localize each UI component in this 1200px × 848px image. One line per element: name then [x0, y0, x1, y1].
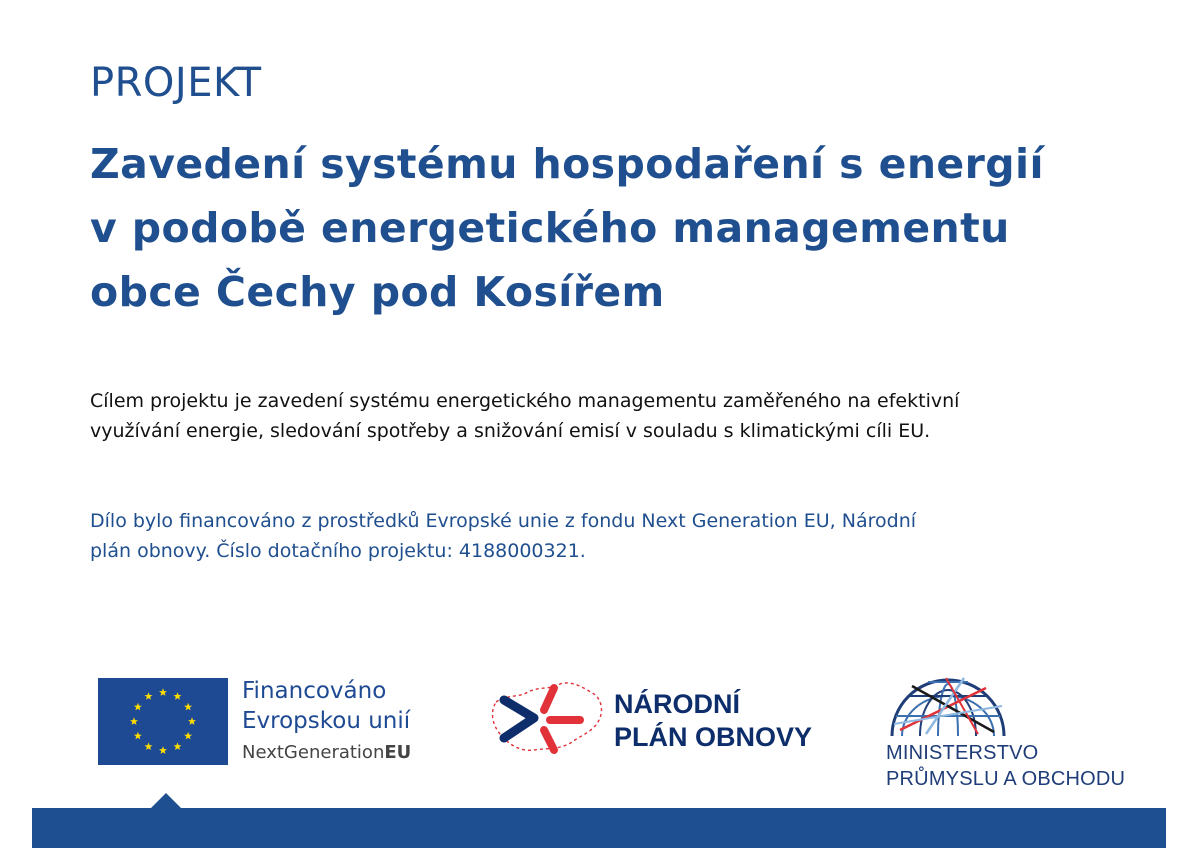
mpo-globe-logo-icon	[886, 664, 1010, 742]
eu-logo-line-3	[242, 738, 411, 768]
mpo-logo-line-1: MINISTERSTVO	[886, 742, 1039, 764]
mpo-logo-line-2: PRŮMYSLU A OBCHODU	[886, 768, 1126, 790]
npo-logo-icon	[488, 672, 608, 758]
eu-flag-icon	[98, 678, 228, 765]
funding-line: plán obnovy. Číslo dotačního projektu: 4188000321.	[90, 540, 586, 562]
eu-logo-eu: EU	[384, 742, 412, 763]
npo-logo-line-2: PLÁN OBNOVY	[614, 722, 813, 752]
eu-logo-nextgen: NextGeneration	[242, 742, 385, 763]
funding-line: Dílo bylo financováno z prostředků Evropské unie z fondu Next Generation EU, Národní	[90, 510, 917, 532]
npo-logo-text	[614, 688, 812, 754]
eu-logo-line-2: Evropskou unií	[242, 708, 411, 734]
project-title-line: Zavedení systému hospodaření s energií	[90, 140, 1044, 188]
eu-funding-logo-text	[242, 676, 411, 768]
footer-bar	[32, 808, 1166, 848]
description-line: Cílem projektu je zavedení systému energetického managementu zaměřeného na efektivní	[90, 390, 960, 412]
funding-statement	[90, 506, 1170, 566]
footer-notch	[150, 793, 182, 809]
project-description	[90, 386, 1170, 446]
eu-logo-line-1: Financováno	[242, 678, 387, 704]
npo-logo-line-1: NÁRODNÍ	[614, 689, 740, 719]
project-title-line: v podobě energetického managementu	[90, 204, 1010, 252]
project-label: PROJEKT	[90, 60, 262, 106]
project-title-line: obce Čechy pod Kosířem	[90, 268, 665, 316]
project-title	[90, 132, 1170, 324]
description-line: využívání energie, sledování spotřeby a snižování emisí v souladu s klimatickými cíli EU.	[90, 420, 931, 442]
mpo-logo-text	[886, 740, 1125, 792]
